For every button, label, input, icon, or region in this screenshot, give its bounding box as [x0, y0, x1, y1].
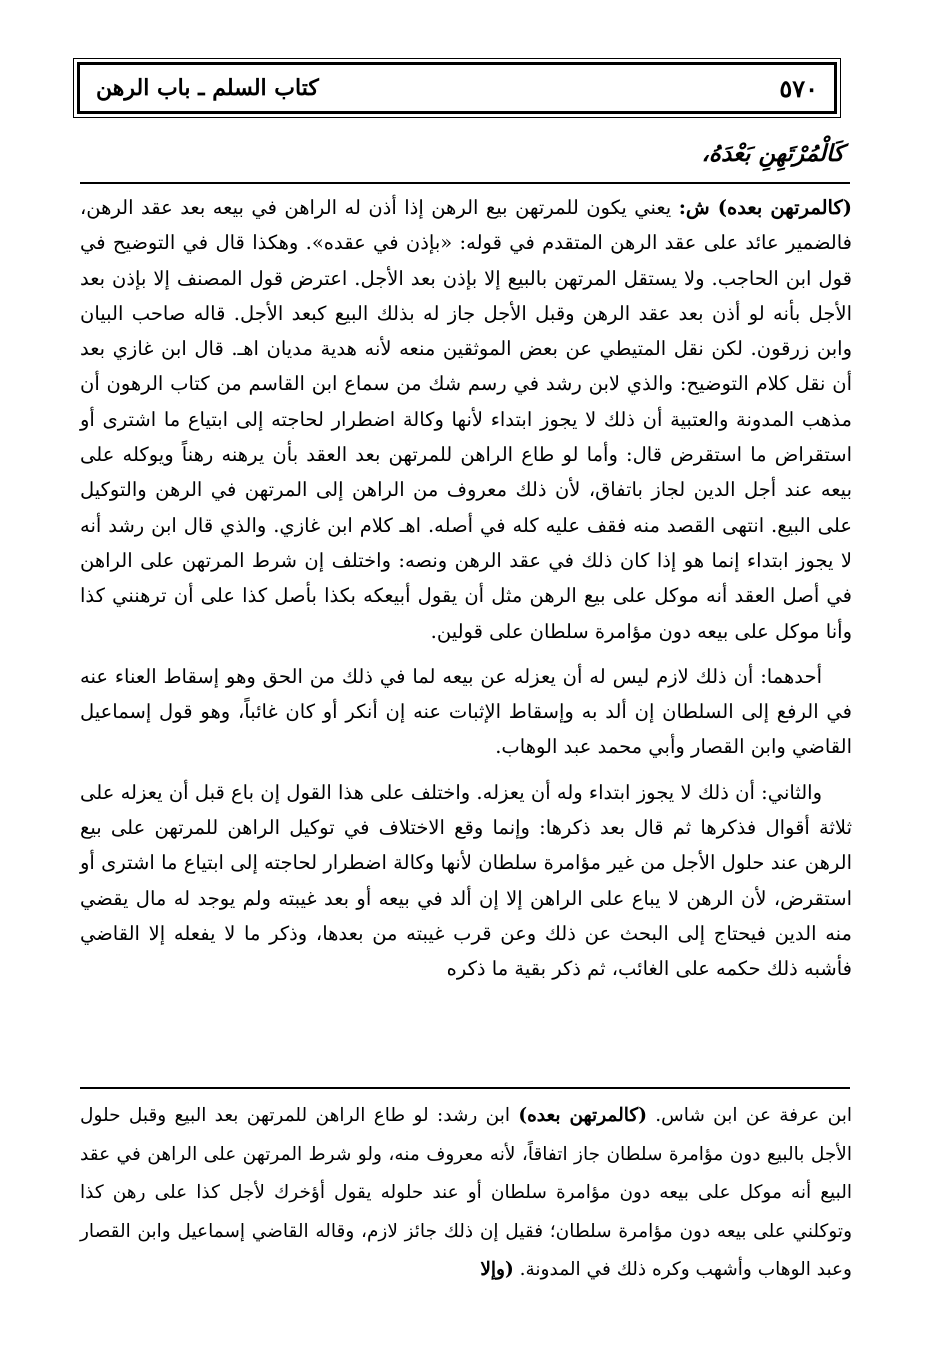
- footnote-tail: (وإلا: [480, 1259, 514, 1280]
- commentary-body: [80, 190, 852, 997]
- matn-text: كَالْمُرْتَهِنِ بَعْدَهُ،: [701, 140, 844, 167]
- footnote-paragraph: [80, 1097, 852, 1290]
- page-header: [77, 62, 837, 114]
- commentary-paragraph-1: [80, 190, 852, 649]
- commentary-paragraph-3: والثاني: أن ذلك لا يجوز ابتداء وله أن يعزله. واختلف على هذا القول إن باع قبل أن يعزله على ثلاثة أقوال فذكرها ثم قال بعد ذكرها: وإنما وقع الاختلاف في توكيل الراهن للمرتهن على بيع الرهن عند حلول الأجل من غير مؤامرة سلطان لأنها وكالة اضطرار لحاجته إلى ابتياع ما اشترى أو استقرض، لأن الرهن لا يباع على الراهن إلا إن ألد في بيعه أو بعد غيبته ولم يوجد له مال يقضي منه الدين فيحتاج إلى البحث عن ذلك وعن قرب غيبته من بعدها، وذكر ما لا يفعله إلا القاضي فأشبه ذلك حكمه على الغائب، ثم ذكر بقية ما ذكره: [80, 780, 852, 981]
- top-divider: [80, 182, 850, 184]
- footnote-body: [80, 1097, 852, 1290]
- footnote-text-after: ابن رشد: لو طاع الراهن للمرتهن بعد البيع وقبل حلول الأجل بالبيع دون مؤامرة سلطان جاز اتفاقاً، لأنه معروف منه، ولو شرط المرتهن على الراهن في عقد البيع أنه موكل على بيعه دون مؤامرة سلطان أو عند حلوله يقول أؤخرك لأجل كذا على رهن كذا وتوكلني على بيعه دون مؤامرة سلطان؛ فقيل إن ذلك جائز لازم، وقاله القاضي إسماعيل وابن القصار وعبد الوهاب وأشهب وكره ذلك في المدونة.: [80, 1105, 852, 1280]
- page-number: ٥٧٠: [779, 73, 818, 103]
- footnote-text-before: ابن عرفة عن ابن شاس.: [646, 1105, 852, 1126]
- footnote-lead: (كالمرتهن بعده): [518, 1105, 647, 1126]
- footnote-divider: [80, 1087, 850, 1089]
- commentary-paragraph-2: أحدهما: أن ذلك لازم ليس له أن يعزله عن بيعه لما في ذلك من الحق وهو إسقاط العناء عنه في الرفع إلى السلطان إن ألد به وإسقاط الإثبات عنه إن أنكر أو كان غائباً، وهو قول إسماعيل القاضي وابن القصار وأبي محمد عبد الوهاب.: [80, 664, 852, 759]
- commentary-lead: (كالمرتهن بعده) ش:: [678, 196, 852, 219]
- running-title: كتاب السلم ـ باب الرهن: [96, 75, 319, 101]
- commentary-p1-text: يعني يكون للمرتهن بيع الرهن إذا أذن له الراهن في بيعه بعد عقد الرهن، فالضمير عائد على عقد الرهن المتقدم في قوله: «بإذن في عقده». وهكذا قال في التوضيح في قول ابن الحاجب. ولا يستقل المرتهن بالبيع إلا بإذن بعد الأجل. اعترض قول المصنف إلا بإذن بعد الأجل بأنه لو أذن بعد عقد الرهن وقبل الأجل جاز له بذلك البيع كبعد الأجل. قاله صاحب البيان وابن زرقون. لكن نقل المتيطي عن بعض الموثقين منعه لأنه هدية مديان اهـ. قال ابن غازي بعد أن نقل كلام التوضيح: والذي لابن رشد في رسم شك من سماع ابن القاسم من كتاب الرهون أن مذهب المدونة والعتبية أن ذلك لا يجوز ابتداء لأنها وكالة اضطرار لحاجته إلى ابتياع ما اشترى أو استقراض ما استقرض قال: وأما لو طاع الراهن للمرتهن بعد العقد بأن يرهنه رهناً ويوكله على بيعه عند أجل الدين لجاز باتفاق، لأن ذلك معروف من الراهن إلى المرتهن في الرهن والتوكيل على البيع. انتهى القصد منه فقف عليه كله في أصله. اهـ كلام ابن غازي. والذي قال ابن رشد أنه لا يجوز ابتداء إنما هو إذا كان ذلك في عقد الرهن ونصه: واختلف إن شرط المرتهن على الراهن في أصل العقد أنه موكل على بيع الرهن مثل أن يقول أبيعكه بكذا بأصل كذا على أن ترهنني كذا وأنا موكل على بيعه دون مؤامرة سلطان على قولين.: [80, 196, 852, 643]
